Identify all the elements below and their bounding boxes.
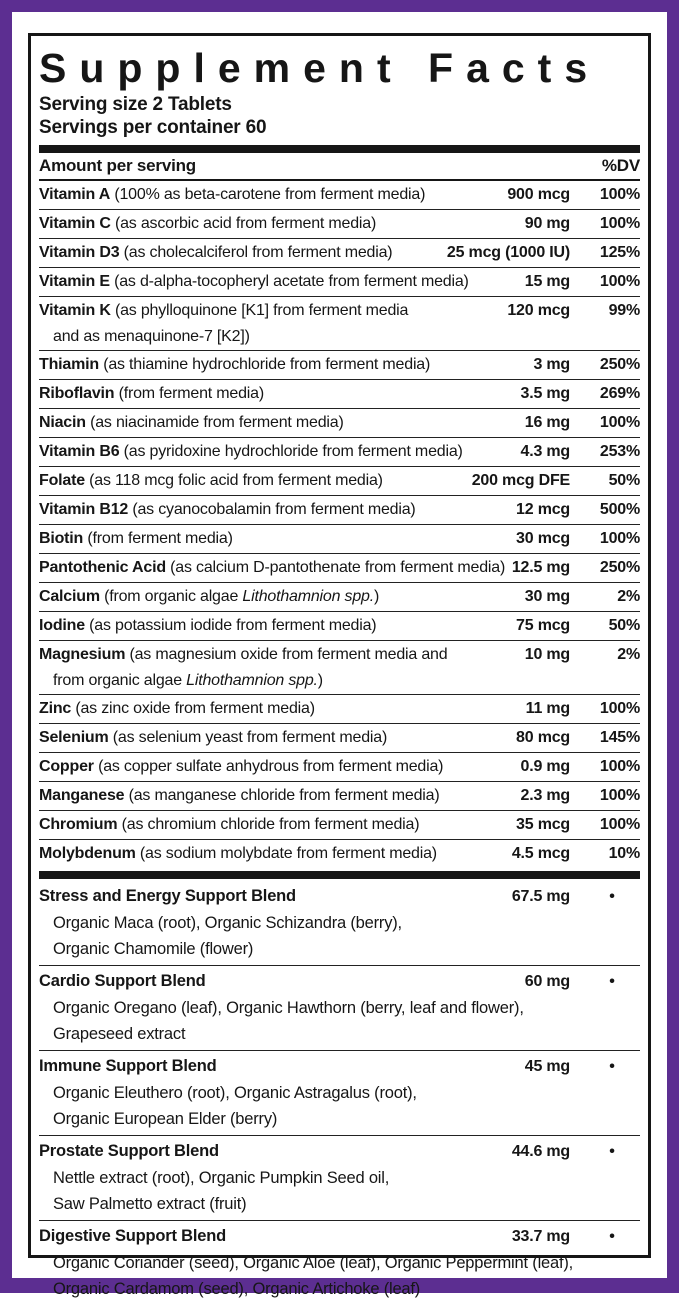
nutrient-amount: 11 mg [525, 700, 570, 717]
column-header-row [39, 153, 640, 181]
nutrient-row-line [39, 410, 640, 436]
nutrient-row-line [39, 497, 640, 523]
nutrient-main [39, 812, 510, 838]
thick-divider-top [39, 145, 640, 153]
nutrient-row-line [39, 725, 640, 751]
nutrient-desc [122, 816, 420, 833]
nutrient-source-text: (as selenium yeast from ferment media) [112, 729, 388, 746]
blend-row [39, 1135, 640, 1220]
blend-dv-bullet: • [609, 973, 615, 990]
blend-name: Digestive Support Blend [39, 1227, 227, 1245]
nutrient-source-text: (as magnesium oxide from ferment media and [129, 646, 448, 663]
nutrient-main [39, 783, 515, 809]
nutrient-name: Iodine [39, 617, 85, 634]
nutrient-row-line [39, 584, 640, 610]
nutrient-amount: 3 mg [533, 356, 570, 373]
nutrient-row-line [39, 352, 640, 378]
nutrient-dv: 125% [599, 244, 640, 261]
nutrient-row [39, 408, 640, 437]
nutrient-source-text: (as niacinamide from ferment media) [90, 414, 344, 431]
percent-dv-label: %DV [601, 156, 640, 175]
nutrient-dv: 100% [599, 816, 640, 833]
blend-row-line [39, 1053, 640, 1080]
panel-title: Supplement Facts [39, 45, 601, 91]
nutrient-row-line [39, 613, 640, 639]
nutrient-name: Biotin [39, 530, 84, 547]
nutrient-source-text: and as menaquinone-7 [K2]) [53, 328, 250, 345]
blend-name: Immune Support Blend [39, 1057, 217, 1075]
blend-dv-bullet: • [609, 1228, 615, 1245]
nutrient-row-line [39, 298, 640, 324]
nutrient-name: Selenium [39, 729, 109, 746]
nutrient-main [39, 298, 501, 324]
nutrient-source-text: (as phylloquinone [K1] from ferment media [114, 302, 409, 319]
nutrient-dv: 100% [599, 273, 640, 290]
nutrient-desc [90, 414, 344, 431]
nutrient-desc [170, 559, 505, 576]
nutrient-row [39, 495, 640, 524]
blend-name: Prostate Support Blend [39, 1142, 219, 1160]
nutrient-source-text: (as pyridoxine hydrochloride from ferment media) [123, 443, 463, 460]
blend-amount: 67.5 mg [511, 888, 570, 905]
nutrient-dv: 50% [608, 617, 640, 634]
blend-row [39, 965, 640, 1050]
nutrient-row [39, 810, 640, 839]
nutrient-desc [124, 244, 393, 261]
nutrient-row-line [39, 696, 640, 722]
nutrient-source-text: (as manganese chloride from ferment media) [128, 787, 440, 804]
blend-ingredients-line: Organic Oregano (leaf), Organic Hawthorn (berry, leaf and flower), [53, 999, 524, 1017]
blend-row [39, 1220, 640, 1305]
nutrient-amount: 30 mcg [516, 530, 570, 547]
nutrient-desc [119, 385, 264, 402]
nutrient-amount: 75 mcg [516, 617, 570, 634]
blend-amount: 44.6 mg [511, 1143, 570, 1160]
nutrient-dv: 269% [599, 385, 640, 402]
nutrient-amount: 30 mg [524, 588, 570, 605]
nutrient-row [39, 611, 640, 640]
nutrient-name: Vitamin C [39, 215, 111, 232]
nutrient-row-line [39, 468, 640, 494]
nutrient-row-line [39, 439, 640, 465]
blend-row-line [39, 968, 640, 995]
nutrient-amount: 900 mcg [507, 186, 570, 203]
nutrient-row-line [39, 211, 640, 237]
nutrient-main [39, 613, 510, 639]
nutrient-desc [124, 443, 463, 460]
blend-ingredients-line: Organic Eleuthero (root), Organic Astragalus (root), [53, 1084, 417, 1102]
nutrient-source-text: (as zinc oxide from ferment media) [75, 700, 315, 717]
nutrient-dv: 500% [599, 501, 640, 518]
nutrient-main [39, 240, 441, 266]
nutrient-name: Riboflavin [39, 385, 115, 402]
nutrient-amount: 10 mg [524, 646, 570, 663]
nutrient-row [39, 839, 640, 868]
nutrient-amount: 0.9 mg [520, 758, 570, 775]
nutrient-main [39, 754, 515, 780]
nutrient-desc [87, 530, 232, 547]
nutrient-name: Vitamin A [39, 186, 111, 203]
nutrient-amount: 4.3 mg [520, 443, 570, 460]
nutrient-desc-continued [39, 324, 640, 349]
nutrient-main [39, 497, 510, 523]
nutrient-dv: 10% [608, 845, 640, 862]
nutrient-row [39, 238, 640, 267]
nutrient-source-text: (as calcium D-pantothenate from ferment media) [170, 559, 506, 576]
nutrient-row [39, 209, 640, 238]
blend-dv-bullet: • [609, 888, 615, 905]
blend-ingredients-line: Organic Chamomile (flower) [53, 940, 254, 958]
blend-ingredients-line: Organic European Elder (berry) [53, 1110, 278, 1128]
servings-per-container: Servings per container 60 [39, 117, 267, 138]
nutrient-source-text: (as ascorbic acid from ferment media) [114, 215, 377, 232]
nutrient-row [39, 694, 640, 723]
nutrient-source-text: (as sodium molybdate from ferment media) [139, 845, 437, 862]
nutrient-desc-continued [39, 668, 640, 693]
nutrient-row [39, 752, 640, 781]
nutrient-main [39, 182, 501, 208]
nutrient-amount: 120 mcg [507, 302, 570, 319]
nutrient-amount: 16 mg [524, 414, 570, 431]
nutrient-row [39, 350, 640, 379]
nutrient-source-text: (as 118 mcg folic acid from ferment media) [89, 472, 383, 489]
blend-ingredients-line: Organic Coriander (seed), Organic Aloe (leaf), Organic Peppermint (leaf), [53, 1254, 574, 1272]
nutrient-main [39, 725, 510, 751]
nutrient-dv: 145% [599, 729, 640, 746]
nutrient-source-text: from organic algae [53, 672, 187, 689]
blend-amount: 45 mg [524, 1058, 570, 1075]
nutrient-row-line [39, 269, 640, 295]
nutrient-dv: 100% [599, 414, 640, 431]
nutrient-main [39, 584, 519, 610]
nutrient-name: Vitamin K [39, 302, 111, 319]
blend-ingredients-line: Grapeseed extract [53, 1025, 186, 1043]
nutrient-name: Vitamin B6 [39, 443, 120, 460]
nutrient-main [39, 352, 527, 378]
blend-row [39, 1050, 640, 1135]
blend-name: Cardio Support Blend [39, 972, 206, 990]
nutrient-row [39, 296, 640, 350]
nutrient-row [39, 640, 640, 694]
nutrient-amount: 80 mcg [516, 729, 570, 746]
nutrient-name: Thiamin [39, 356, 99, 373]
nutrient-name: Zinc [39, 700, 72, 717]
nutrient-main [39, 468, 466, 494]
nutrient-desc [129, 787, 440, 804]
nutrient-source-text: (as cholecalciferol from ferment media) [123, 244, 393, 261]
nutrient-amount: 12 mcg [516, 501, 570, 518]
nutrient-dv: 100% [599, 215, 640, 232]
nutrient-amount: 200 mcg DFE [471, 472, 570, 489]
amount-per-serving-label: Amount per serving [39, 156, 196, 175]
blend-row-line [39, 883, 640, 910]
nutrient-amount: 25 mcg (1000 IU) [446, 244, 570, 261]
nutrient-row [39, 466, 640, 495]
blend-ingredients-line: Nettle extract (root), Organic Pumpkin Seed oil, [53, 1169, 390, 1187]
nutrient-desc [103, 356, 430, 373]
nutrient-name: Manganese [39, 787, 125, 804]
nutrient-desc [89, 617, 376, 634]
nutrient-row-line [39, 642, 640, 668]
blend-row [39, 881, 640, 965]
blend-ingredients-line: Saw Palmetto extract (fruit) [53, 1195, 247, 1213]
nutrient-main [39, 269, 519, 295]
nutrient-name: Magnesium [39, 646, 126, 663]
nutrient-name: Folate [39, 472, 85, 489]
blend-ingredients-line: Organic Cardamom (seed), Organic Artichoke (leaf) [53, 1280, 421, 1298]
nutrient-source-text: (as cyanocobalamin from ferment media) [132, 501, 416, 518]
nutrient-desc [129, 646, 447, 663]
blend-dv-bullet: • [609, 1058, 615, 1075]
nutrient-source-text: ) [374, 588, 380, 605]
nutrient-desc [75, 700, 315, 717]
nutrient-amount: 2.3 mg [520, 787, 570, 804]
nutrient-amount: 12.5 mg [511, 559, 570, 576]
nutrient-row [39, 379, 640, 408]
nutrient-row-line [39, 381, 640, 407]
nutrient-amount: 3.5 mg [520, 385, 570, 402]
nutrient-dv: 100% [599, 758, 640, 775]
nutrient-desc [140, 845, 437, 862]
nutrient-name: Vitamin E [39, 273, 110, 290]
nutrient-row-line [39, 754, 640, 780]
nutrient-row-line [39, 841, 640, 867]
blend-ingredients-line: Organic Maca (root), Organic Schizandra (berry), [53, 914, 402, 932]
nutrient-amount: 90 mg [524, 215, 570, 232]
nutrient-row [39, 723, 640, 752]
nutrient-name: Molybdenum [39, 845, 136, 862]
nutrient-main [39, 439, 515, 465]
nutrient-main [39, 211, 519, 237]
nutrient-desc [89, 472, 383, 489]
nutrient-desc [104, 588, 379, 605]
nutrient-name: Vitamin B12 [39, 501, 129, 518]
nutrient-row-line [39, 240, 640, 266]
nutrient-row [39, 781, 640, 810]
nutrient-desc [113, 729, 387, 746]
nutrient-amount: 15 mg [524, 273, 570, 290]
nutrient-main [39, 526, 510, 552]
nutrient-main [39, 642, 519, 668]
nutrient-source-text: (as d-alpha-tocopheryl acetate from ferment media) [114, 273, 469, 290]
nutrient-name: Chromium [39, 816, 118, 833]
nutrient-row [39, 437, 640, 466]
nutrient-amount: 4.5 mcg [511, 845, 570, 862]
nutrient-dv: 100% [599, 186, 640, 203]
nutrient-table [39, 181, 640, 868]
nutrient-amount: 35 mcg [516, 816, 570, 833]
thick-divider-blends [39, 871, 640, 879]
nutrient-desc [114, 186, 425, 203]
nutrient-name: Calcium [39, 588, 100, 605]
nutrient-row-line [39, 555, 640, 581]
blend-amount: 33.7 mg [511, 1228, 570, 1245]
nutrient-desc [98, 758, 443, 775]
nutrient-desc [115, 215, 376, 232]
nutrient-source-text: (as thiamine hydrochloride from ferment media) [103, 356, 431, 373]
blend-name: Stress and Energy Support Blend [39, 887, 296, 905]
nutrient-source-text: (as chromium chloride from ferment media) [121, 816, 420, 833]
nutrient-source-text: (from ferment media) [118, 385, 264, 402]
nutrient-row [39, 181, 640, 209]
nutrient-main [39, 696, 520, 722]
nutrient-source-text: (100% as beta-carotene from ferment media) [114, 186, 426, 203]
nutrient-dv: 50% [608, 472, 640, 489]
nutrient-row [39, 267, 640, 296]
nutrient-main [39, 841, 506, 867]
nutrient-row-line [39, 812, 640, 838]
blend-table [39, 881, 640, 1305]
blend-amount: 60 mg [524, 973, 570, 990]
nutrient-name: Pantothenic Acid [39, 559, 166, 576]
nutrient-source-text: ) [317, 672, 323, 689]
nutrient-source-text: (as copper sulfate anhydrous from ferment media) [98, 758, 444, 775]
serving-size: Serving size 2 Tablets [39, 94, 232, 115]
nutrient-row-line [39, 526, 640, 552]
nutrient-dv: 100% [599, 787, 640, 804]
nutrient-desc [132, 501, 415, 518]
nutrient-dv: 250% [599, 356, 640, 373]
nutrient-source-text: (from ferment media) [87, 530, 233, 547]
label-sheet [12, 12, 667, 1298]
nutrient-name: Copper [39, 758, 94, 775]
supplement-facts-panel [28, 33, 651, 1298]
nutrient-dv: 250% [599, 559, 640, 576]
nutrient-row [39, 524, 640, 553]
nutrient-main [39, 410, 519, 436]
nutrient-row-line [39, 182, 640, 208]
nutrient-dv: 2% [617, 646, 640, 663]
nutrient-row-line [39, 783, 640, 809]
nutrient-main [39, 555, 506, 581]
nutrient-main [39, 381, 515, 407]
nutrient-desc [115, 302, 408, 319]
nutrient-dv: 100% [599, 700, 640, 717]
nutrient-row [39, 582, 640, 611]
nutrient-dv: 99% [608, 302, 640, 319]
nutrient-dv: 253% [599, 443, 640, 460]
nutrient-name: Niacin [39, 414, 86, 431]
blend-dv-bullet: • [609, 1143, 615, 1160]
latin-species-name: Lithothamnion spp. [242, 588, 374, 605]
nutrient-desc [114, 273, 469, 290]
nutrient-source-text: (from organic algae [104, 588, 243, 605]
blend-row-line [39, 1138, 640, 1165]
nutrient-name: Vitamin D3 [39, 244, 120, 261]
nutrient-row [39, 553, 640, 582]
latin-species-name: Lithothamnion spp. [186, 672, 318, 689]
nutrient-dv: 2% [617, 588, 640, 605]
nutrient-dv: 100% [599, 530, 640, 547]
blend-row-line [39, 1223, 640, 1250]
nutrient-source-text: (as potassium iodide from ferment media) [89, 617, 377, 634]
